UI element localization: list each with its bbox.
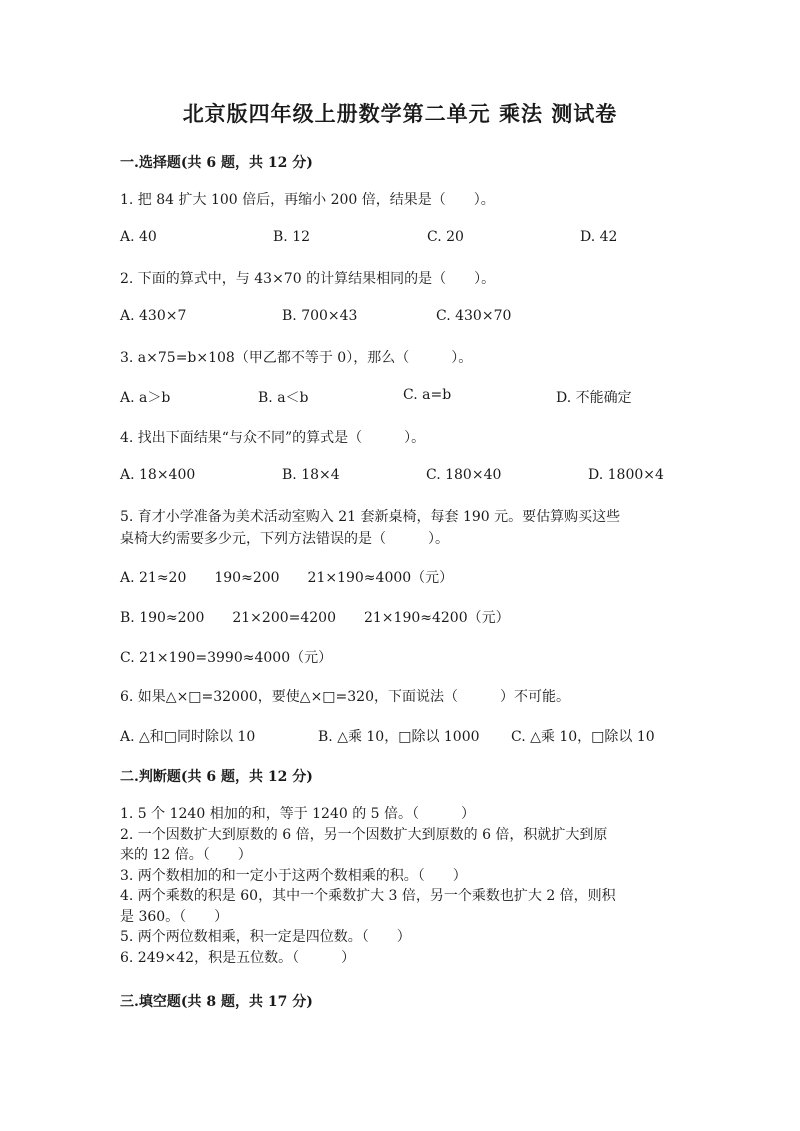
judge-line: 4. 两个乘数的积是 60，其中一个乘数扩大 3 倍，另一个乘数也扩大 2 倍，则积: [120, 888, 616, 904]
question-4-stem: 4. 找出下面结果“与众不同”的算式是（ ）。: [120, 430, 426, 446]
question-3-option-a: A. a＞b: [120, 390, 171, 406]
question-3-option-d: D. 不能确定: [556, 390, 632, 406]
question-1-stem: 1. 把 84 扩大 100 倍后，再缩小 200 倍，结果是（ ）。: [120, 192, 495, 208]
section-heading-fill: 三.填空题(共 8 题，共 17 分): [120, 994, 313, 1010]
question-6-option-b: B. △乘 10，□除以 1000: [318, 729, 480, 745]
judge-line: 是 360。（ ）: [120, 908, 229, 925]
question-6-option-c: C. △乘 10，□除以 10: [511, 729, 655, 745]
question-2-option-c: C. 430×70: [436, 308, 512, 324]
question-2-option-b: B. 700×43: [282, 308, 358, 324]
section-heading-judge: 二.判断题(共 6 题，共 12 分): [120, 769, 313, 785]
judge-line: 6. 249×42，积是五位数。（ ）: [120, 949, 356, 966]
judge-line: 1. 5 个 1240 相加的和，等于 1240 的 5 倍。（ ）: [120, 806, 476, 822]
page-title: 北京版四年级上册数学第二单元 乘法 测试卷: [182, 101, 618, 126]
judge-line: 来的 12 倍。（ ）: [120, 847, 252, 863]
question-5-option-c: C. 21×190=3990≈4000（元）: [120, 650, 333, 666]
question-6-stem: 6. 如果△×□=32000，要使△×□=320，下面说法（ ）不可能。: [120, 689, 570, 705]
question-4-option-d: D. 1800×4: [588, 467, 664, 483]
question-2-option-a: A. 430×7: [120, 308, 187, 324]
question-4-option-c: C. 180×40: [426, 467, 502, 483]
section-heading-choice: 一.选择题(共 6 题，共 12 分): [120, 155, 313, 171]
question-3-stem: 3. a×75=b×108（甲乙都不等于 0），那么（ ）。: [120, 350, 473, 366]
question-4-option-a: A. 18×400: [120, 467, 196, 483]
question-3-option-c: C. a=b: [403, 387, 452, 403]
question-2-stem: 2. 下面的算式中，与 43×70 的计算结果相同的是（ ）。: [120, 271, 496, 287]
question-5-stem-line-2: 桌椅大约需要多少元，下列方法错误的是（ ）。: [120, 531, 449, 547]
question-1-option-b: B. 12: [273, 229, 311, 245]
question-1-option-d: D. 42: [580, 229, 618, 245]
question-3-option-b: B. a＜b: [258, 390, 309, 406]
judge-line: 3. 两个数相加的和一定小于这两个数相乘的积。（ ）: [120, 867, 467, 884]
question-4-option-b: B. 18×4: [282, 467, 340, 483]
question-5-option-a: A. 21≈20 190≈200 21×190≈4000（元）: [120, 570, 454, 586]
question-1-option-c: C. 20: [427, 229, 464, 245]
question-6-option-a: A. △和□同时除以 10: [120, 729, 256, 745]
question-5-option-b: B. 190≈200 21×200=4200 21×190≈4200（元）: [120, 610, 510, 626]
judge-questions: [120, 804, 680, 968]
judge-line: 5. 两个两位数相乘，积一定是四位数。（ ）: [120, 929, 411, 945]
judge-line: 2. 一个因数扩大到原数的 6 倍，另一个因数扩大到原数的 6 倍，积就扩大到原: [120, 826, 608, 843]
question-1-option-a: A. 40: [120, 229, 157, 245]
question-5-stem-line-1: 5. 育才小学准备为美术活动室购入 21 套新桌椅，每套 190 元。要估算购买这些: [120, 509, 621, 525]
